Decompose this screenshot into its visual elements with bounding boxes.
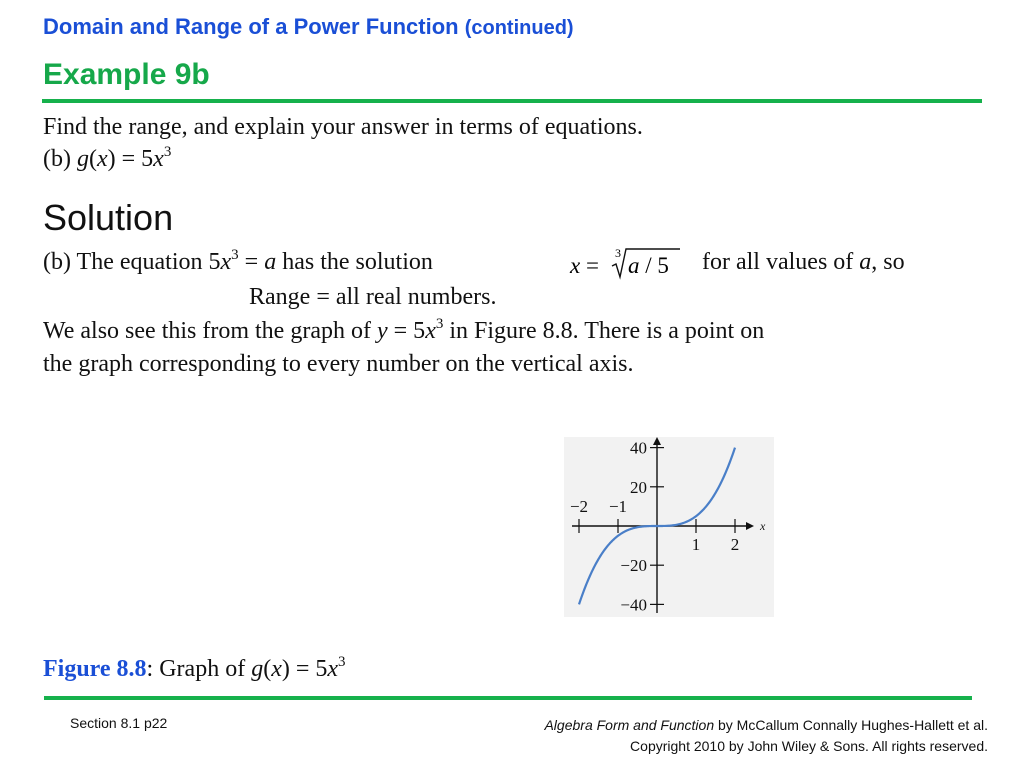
x-tick-label: 2 bbox=[730, 535, 740, 554]
func-var: x bbox=[96, 146, 108, 172]
solution-line-4: the graph corresponding to every number on the vertical axis. bbox=[43, 351, 634, 377]
exponent: 3 bbox=[231, 247, 239, 263]
caption-text: : Graph of bbox=[146, 656, 252, 682]
radicand bbox=[628, 253, 669, 278]
slide-header bbox=[43, 14, 574, 40]
x-axis-arrow bbox=[746, 522, 754, 530]
solution-text: in Figure 8.8. There is a point on bbox=[443, 318, 765, 344]
var-y: y bbox=[376, 318, 388, 344]
solution-line-3 bbox=[43, 316, 764, 346]
footer-citation bbox=[544, 715, 988, 757]
y-tick-label: −40 bbox=[620, 595, 647, 615]
formula-lhs: x bbox=[570, 253, 581, 278]
y-tick-label: −20 bbox=[620, 556, 647, 576]
footer-section: Section 8.1 p22 bbox=[70, 715, 168, 731]
x-tick-label: 1 bbox=[691, 535, 701, 554]
solution-heading: Solution bbox=[43, 197, 174, 238]
footer-authors: by McCallum Connally Hughes-Hallett et al. bbox=[714, 717, 988, 733]
example-title: Example 9b bbox=[43, 58, 210, 91]
solution-text: = 5 bbox=[387, 318, 426, 344]
solution-text: has the solution bbox=[276, 249, 433, 275]
rhs-var: x bbox=[153, 146, 164, 172]
cubic-graph bbox=[564, 437, 774, 617]
x-axis-label: x bbox=[760, 519, 766, 533]
rhs-exp: 3 bbox=[163, 144, 172, 160]
footer-book-line bbox=[544, 715, 988, 736]
radicand-rest: / 5 bbox=[639, 253, 669, 278]
footer-copyright: Copyright 2010 by John Wiley & Sons. All rights reserved. bbox=[630, 738, 988, 754]
header-title-text: Domain and Range of a Power Function bbox=[43, 14, 459, 39]
caption-var: x bbox=[271, 656, 282, 682]
y-tick-label: 40 bbox=[630, 438, 647, 458]
caption-func: g bbox=[251, 656, 264, 682]
var-x: x bbox=[425, 318, 436, 344]
formula-equals: = bbox=[586, 253, 599, 278]
y-tick-label: 20 bbox=[630, 477, 647, 497]
solution-line-1b bbox=[702, 247, 905, 277]
cube-root-formula bbox=[566, 244, 682, 280]
equals: = bbox=[238, 249, 265, 275]
figure-label: Figure 8.8 bbox=[43, 656, 147, 682]
func-name: g bbox=[76, 146, 89, 172]
top-divider bbox=[42, 99, 982, 103]
radical-index: 3 bbox=[615, 246, 621, 260]
solution-text: for all values of bbox=[702, 249, 860, 275]
header-title-suffix: (continued) bbox=[464, 17, 574, 39]
rhs-coef: 5 bbox=[141, 146, 154, 172]
part-label: (b) bbox=[43, 146, 71, 172]
bottom-divider bbox=[44, 696, 972, 700]
var-a: a bbox=[859, 249, 872, 275]
radicand-var: a bbox=[628, 253, 640, 278]
caption-var: x bbox=[327, 656, 339, 682]
figure-caption: Figure 8.8: Graph of $g(x) = 5x^3$ bbox=[43, 654, 346, 682]
var-x: x bbox=[220, 249, 232, 275]
x-tick-label: −2 bbox=[569, 497, 589, 516]
caption-exp: 3 bbox=[338, 654, 346, 670]
x-tick-label: −1 bbox=[608, 497, 628, 516]
y-axis-arrow bbox=[653, 437, 661, 445]
solution-line-1a bbox=[43, 247, 433, 277]
footer-book-title: Algebra Form and Function bbox=[544, 717, 715, 733]
var-a: a bbox=[264, 249, 277, 275]
solution-text: , so bbox=[871, 249, 905, 275]
problem-line-1: Find the range, and explain your answer in terms of equations. bbox=[43, 114, 643, 140]
exponent: 3 bbox=[435, 316, 444, 332]
solution-text: We also see this from the graph of bbox=[43, 318, 377, 344]
range-line: Range = all real numbers. bbox=[249, 284, 497, 310]
caption-text: = 5 bbox=[289, 656, 328, 682]
solution-text: (b) The equation 5 bbox=[43, 249, 221, 275]
problem-line-2: (b) $g(x) = 5x^3$ bbox=[43, 144, 172, 172]
